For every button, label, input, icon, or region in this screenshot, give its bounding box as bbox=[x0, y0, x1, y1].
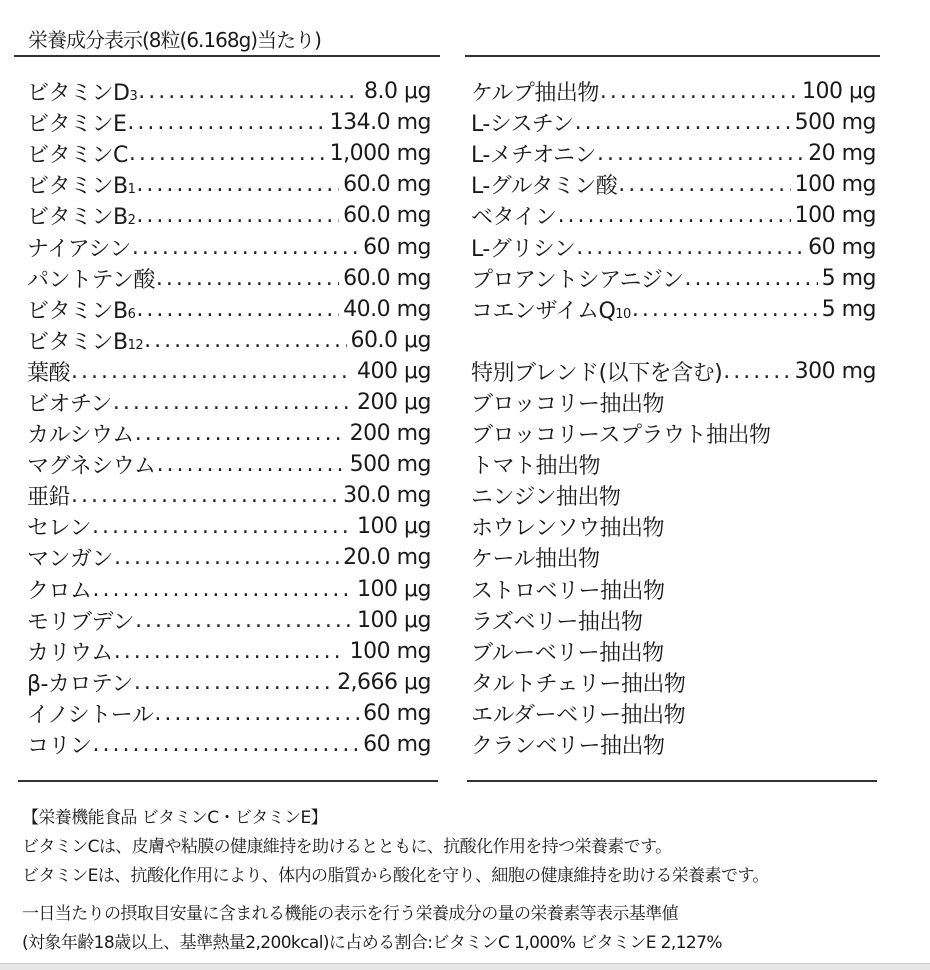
notes-reference-1: 一日当たりの摂取目安量に含まれる機能の表示を行う栄養成分の量の栄養素等表示基準値 bbox=[22, 904, 678, 924]
nutrient-name bbox=[27, 698, 153, 729]
nutrient-amount: 100 μg bbox=[802, 79, 876, 105]
nutrient-name-text: モリブデン bbox=[27, 609, 135, 635]
nutrient-name bbox=[471, 107, 574, 138]
nutrient-name bbox=[471, 169, 617, 200]
nutrient-subscript: 1 bbox=[127, 182, 136, 198]
nutrient-name bbox=[27, 138, 128, 169]
nutrient-row bbox=[27, 418, 431, 449]
nutrient-amount: 60.0 mg bbox=[343, 265, 431, 291]
nutrient-name bbox=[27, 76, 137, 107]
nutrient-row bbox=[27, 200, 431, 231]
nutrient-name-text: マンガン bbox=[27, 547, 114, 573]
nutrient-row bbox=[27, 605, 431, 636]
nutrient-name bbox=[27, 325, 143, 356]
nutrient-subscript: 12 bbox=[127, 337, 144, 353]
nutrient-row bbox=[27, 511, 431, 542]
dot-leader bbox=[114, 639, 346, 664]
nutrient-name bbox=[27, 667, 133, 698]
dot-leader bbox=[575, 110, 791, 135]
nutrient-amount: 30.0 mg bbox=[343, 483, 431, 509]
nutrient-name-text: パントテン酸 bbox=[27, 267, 155, 293]
nutrient-row bbox=[27, 325, 431, 356]
dot-leader bbox=[71, 483, 339, 508]
dot-leader bbox=[129, 141, 326, 166]
dot-leader bbox=[138, 79, 360, 104]
blend-item: ラズベリー抽出物 bbox=[471, 609, 643, 635]
dot-leader bbox=[136, 203, 339, 228]
nutrient-subscript: 10 bbox=[615, 306, 631, 322]
dot-leader bbox=[576, 235, 804, 260]
nutrient-subscript: 2 bbox=[127, 213, 136, 229]
blend-item: ストロベリー抽出物 bbox=[471, 578, 665, 604]
nutrient-amount: 60.0 mg bbox=[343, 172, 431, 198]
blend-item: ブロッコリー抽出物 bbox=[471, 391, 665, 417]
nutrient-row bbox=[27, 356, 431, 387]
nutrient-row bbox=[471, 263, 876, 294]
nutrient-amount: 100 mg bbox=[794, 172, 876, 198]
nutrient-row bbox=[471, 76, 876, 107]
nutrient-amount: 60 mg bbox=[808, 234, 876, 260]
nutrient-name bbox=[27, 232, 131, 263]
nutrient-amount: 100 μg bbox=[357, 576, 431, 602]
nutrient-row bbox=[27, 667, 431, 698]
nutrient-name bbox=[471, 232, 575, 263]
nutrient-amount: 500 mg bbox=[349, 452, 431, 478]
nutrient-row bbox=[27, 449, 431, 480]
nutrient-name-text: ビオチン bbox=[27, 391, 112, 417]
nutrient-row bbox=[27, 698, 431, 729]
nutrient-name-text: ビタミンE bbox=[27, 112, 127, 138]
nutrient-row bbox=[471, 200, 876, 231]
nutrient-amount: 60.0 mg bbox=[343, 203, 431, 229]
nutrient-name-text: プロアントシアニジン bbox=[471, 267, 684, 293]
nutrient-amount: 400 μg bbox=[357, 358, 431, 384]
nutrient-name-text: 葉酸 bbox=[27, 360, 71, 386]
nutrient-amount: 5 mg bbox=[821, 296, 876, 322]
dot-leader bbox=[136, 297, 339, 322]
nutrient-amount: 1,000 mg bbox=[329, 141, 431, 167]
function-notes bbox=[22, 804, 769, 958]
blend-item: ニンジン抽出物 bbox=[471, 485, 621, 511]
nutrient-row bbox=[471, 294, 876, 325]
nutrient-row bbox=[27, 263, 431, 294]
notes-vitamin-c: ビタミンCは、皮膚や粘膜の健康維持を助けるとともに、抗酸化作用を持つ栄養素です。 bbox=[22, 837, 672, 857]
nutrient-subscript: 3 bbox=[129, 89, 138, 105]
nutrient-amount: 20.0 mg bbox=[343, 545, 431, 571]
nutrient-name-text: L-シスチン bbox=[471, 112, 574, 138]
nutrient-name bbox=[27, 636, 113, 667]
nutrient-name bbox=[471, 263, 683, 294]
nutrient-name-text: ビタミンB bbox=[27, 298, 128, 324]
nutrient-row bbox=[27, 387, 431, 418]
nutrient-amount: 8.0 μg bbox=[364, 79, 431, 105]
notes-vitamin-e: ビタミンEは、抗酸化作用により、体内の脂質から酸化を守り、細胞の健康維持を助ける栄養素です。 bbox=[22, 866, 769, 886]
dot-leader bbox=[71, 359, 353, 384]
dot-leader bbox=[136, 172, 339, 197]
nutrient-name bbox=[27, 169, 135, 200]
nutrient-amount: 40.0 mg bbox=[343, 296, 431, 322]
nutrient-name bbox=[27, 480, 70, 511]
nutrient-amount: 100 mg bbox=[349, 638, 431, 664]
spacer bbox=[471, 325, 876, 356]
top-rule-left bbox=[14, 55, 440, 57]
nutrient-amount: 134.0 mg bbox=[329, 110, 431, 136]
nutrient-name bbox=[27, 511, 91, 542]
nutrient-subscript: 6 bbox=[127, 306, 136, 322]
blend-item: エルダーベリー抽出物 bbox=[471, 702, 686, 728]
nutrient-name bbox=[27, 387, 112, 418]
dot-leader bbox=[684, 266, 817, 291]
nutrient-name-text: コリン bbox=[27, 734, 92, 760]
nutrient-name-text: ベタイン bbox=[471, 205, 557, 231]
dot-leader bbox=[134, 670, 333, 695]
nutrient-name-text: カリウム bbox=[27, 640, 113, 666]
nutrient-name-text: 亜鉛 bbox=[27, 485, 71, 511]
nutrient-name-text: L-グルタミン酸 bbox=[471, 174, 618, 200]
nutrient-amount: 60 mg bbox=[363, 700, 431, 726]
nutrient-row bbox=[27, 107, 431, 138]
nutrient-row bbox=[471, 356, 876, 387]
dot-leader bbox=[113, 390, 353, 415]
nutrient-amount: 100 mg bbox=[794, 203, 876, 229]
dot-leader bbox=[135, 608, 353, 633]
nutrient-row bbox=[471, 231, 876, 262]
dot-leader bbox=[597, 141, 804, 166]
nutrient-name-text: ビタミンB bbox=[27, 329, 128, 355]
nutrient-name-text: カルシウム bbox=[27, 423, 134, 449]
dot-leader bbox=[157, 452, 346, 477]
bottom-rule-right bbox=[467, 780, 877, 782]
nutrient-name-text: セレン bbox=[27, 516, 91, 542]
nutrient-amount: 200 mg bbox=[349, 421, 431, 447]
blend-item: クランベリー抽出物 bbox=[471, 734, 665, 760]
nutrient-name-text: ビタミンB bbox=[27, 174, 128, 200]
dot-leader bbox=[135, 421, 346, 446]
nutrient-amount: 100 μg bbox=[357, 607, 431, 633]
nutrient-name-text: クロム bbox=[27, 578, 92, 604]
blend-item: ホウレンソウ抽出物 bbox=[471, 516, 664, 542]
left-nutrient-column bbox=[27, 76, 431, 760]
nutrient-row bbox=[27, 636, 431, 667]
nutrient-row bbox=[471, 107, 876, 138]
dot-leader bbox=[144, 328, 346, 353]
dot-leader bbox=[632, 297, 818, 322]
nutrient-row bbox=[27, 574, 431, 605]
dot-leader bbox=[723, 359, 790, 384]
nutrient-amount: 20 mg bbox=[808, 141, 876, 167]
notes-heading: 【栄養機能食品 ビタミンC・ビタミンE】 bbox=[22, 808, 328, 828]
nutrient-row bbox=[27, 231, 431, 262]
dot-leader bbox=[93, 732, 360, 757]
nutrient-name bbox=[27, 356, 70, 387]
dot-leader bbox=[127, 110, 325, 135]
nutrient-amount: 60 mg bbox=[363, 234, 431, 260]
bottom-rule-left bbox=[18, 780, 438, 782]
nutrient-name-text: L-メチオニン bbox=[471, 143, 596, 169]
dot-leader bbox=[114, 545, 339, 570]
nutrient-row bbox=[27, 729, 431, 760]
nutrient-row bbox=[27, 138, 431, 169]
nutrient-name bbox=[471, 76, 599, 107]
nutrient-name-text: イノシトール bbox=[27, 702, 154, 728]
nutrient-name bbox=[471, 294, 631, 325]
nutrient-name bbox=[27, 605, 134, 636]
top-rule-right bbox=[465, 55, 880, 57]
dot-leader bbox=[600, 79, 798, 104]
nutrient-amount: 200 μg bbox=[357, 389, 431, 415]
nutrient-name bbox=[27, 542, 113, 573]
nutrient-amount: 60.0 μg bbox=[350, 327, 431, 353]
nutrient-row bbox=[27, 76, 431, 107]
nutrient-row bbox=[27, 294, 431, 325]
dot-leader bbox=[618, 172, 790, 197]
right-nutrient-column bbox=[471, 76, 876, 760]
nutrient-name bbox=[27, 263, 155, 294]
nutrient-name bbox=[471, 356, 722, 387]
nutrient-name bbox=[27, 200, 135, 231]
nutrient-amount: 5 mg bbox=[821, 265, 876, 291]
nutrient-row bbox=[471, 138, 876, 169]
dot-leader bbox=[93, 577, 354, 602]
nutrient-name-text: L-グリシン bbox=[471, 236, 576, 262]
nutrient-name bbox=[471, 138, 596, 169]
dot-leader bbox=[92, 514, 353, 539]
nutrient-amount: 500 mg bbox=[794, 110, 876, 136]
nutrient-name-text: マグネシウム bbox=[27, 454, 156, 480]
nutrient-name bbox=[27, 418, 134, 449]
dot-leader bbox=[156, 266, 339, 291]
nutrient-name-text: ビタミンC bbox=[27, 143, 128, 169]
nutrient-amount: 100 μg bbox=[357, 514, 431, 540]
nutrient-name-text: ビタミンD bbox=[27, 81, 130, 107]
nutrient-name bbox=[27, 107, 126, 138]
bottom-edge bbox=[0, 963, 930, 970]
nutrient-row bbox=[27, 480, 431, 511]
nutrient-amount: 2,666 μg bbox=[337, 669, 431, 695]
nutrient-name bbox=[471, 200, 557, 231]
nutrient-name-text: 特別ブレンド(以下を含む) bbox=[471, 360, 723, 386]
nutrient-row bbox=[27, 542, 431, 573]
blend-item: ブルーベリー抽出物 bbox=[471, 640, 664, 666]
nutrient-amount: 300 mg bbox=[794, 358, 876, 384]
label-title: 栄養成分表示(8粒(6.168g)当たり) bbox=[28, 28, 321, 52]
nutrient-name bbox=[27, 294, 135, 325]
nutrient-name-text: ケルプ抽出物 bbox=[471, 81, 599, 107]
nutrient-name-text: β-カロテン bbox=[27, 671, 133, 697]
nutrient-name-text: ビタミンB bbox=[27, 205, 128, 231]
blend-item: ケール抽出物 bbox=[471, 547, 600, 573]
notes-reference-2: (対象年齢18歳以上、基準熱量2,200kcal)に占める割合:ビタミンC 1,000% ビタミンE 2,127% bbox=[22, 933, 722, 953]
blend-item: ブロッコリースプラウト抽出物 bbox=[471, 423, 771, 449]
nutrient-amount: 60 mg bbox=[363, 732, 431, 758]
dot-leader bbox=[132, 235, 359, 260]
nutrient-name-text: コエンザイムQ bbox=[471, 298, 616, 324]
nutrient-row bbox=[27, 169, 431, 200]
nutrient-name bbox=[27, 449, 156, 480]
dot-leader bbox=[154, 701, 359, 726]
blend-item: トマト抽出物 bbox=[471, 454, 601, 480]
nutrient-row bbox=[471, 169, 876, 200]
nutrient-name-text: ナイアシン bbox=[27, 236, 131, 262]
nutrient-name bbox=[27, 574, 92, 605]
dot-leader bbox=[558, 203, 791, 228]
nutrient-name bbox=[27, 729, 92, 760]
blend-item: タルトチェリー抽出物 bbox=[471, 671, 686, 697]
